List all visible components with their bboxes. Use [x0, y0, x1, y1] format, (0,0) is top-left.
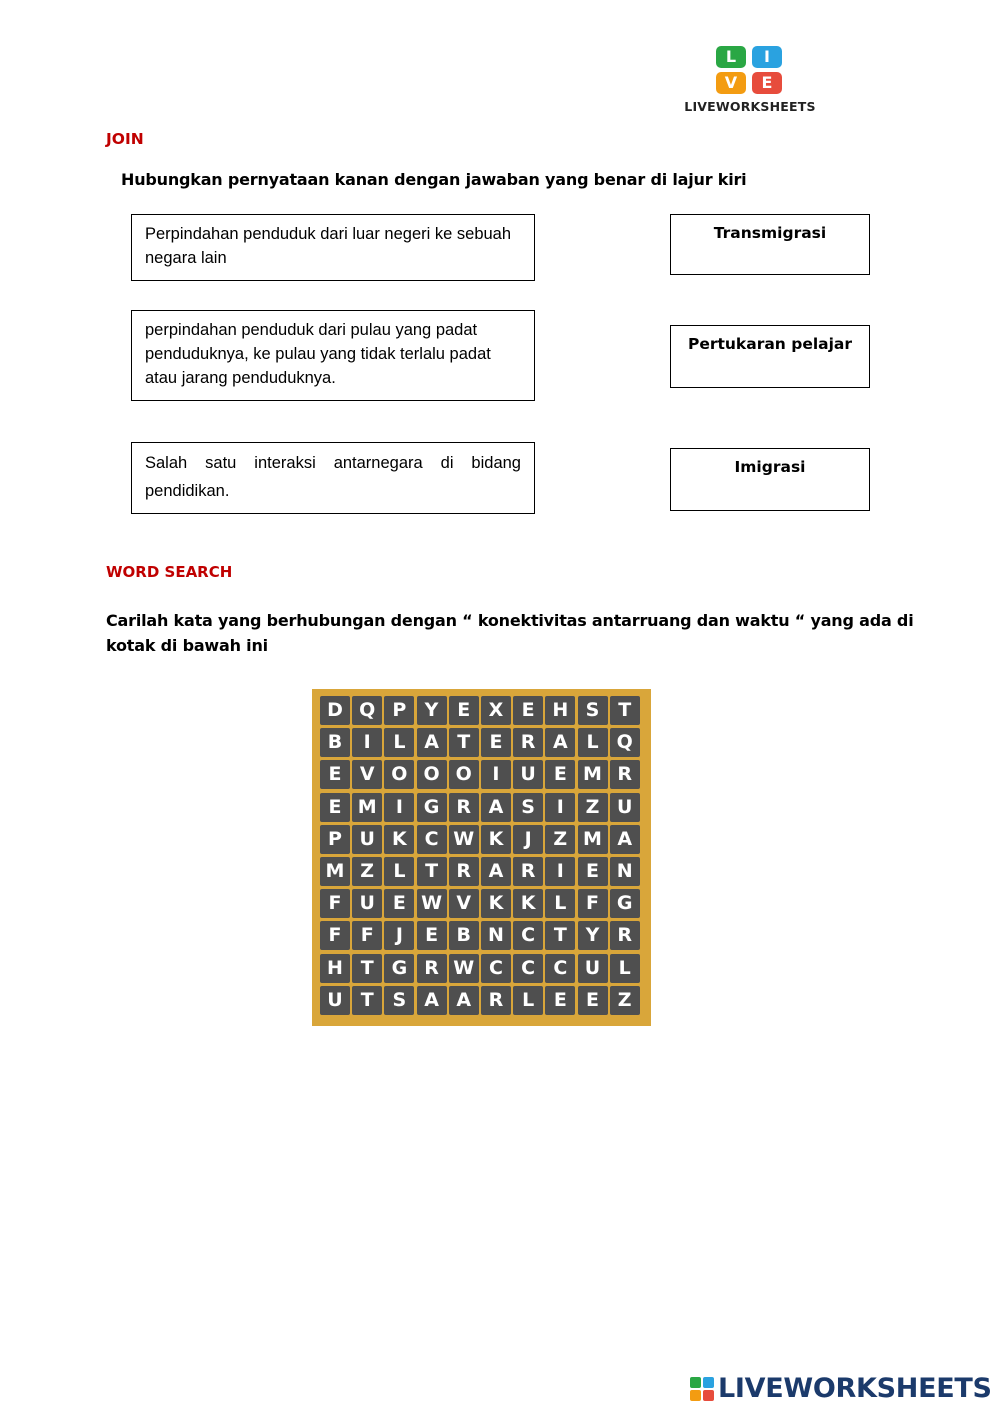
letter-cell[interactable]: C: [481, 954, 511, 983]
letter-cell[interactable]: L: [513, 986, 543, 1015]
footer-wordmark: LIVEWORKSHEETS: [718, 1373, 992, 1404]
letter-cell[interactable]: R: [481, 986, 511, 1015]
letter-cell[interactable]: E: [449, 696, 479, 725]
letter-cell[interactable]: A: [449, 986, 479, 1015]
letter-cell[interactable]: S: [513, 793, 543, 822]
statement-2[interactable]: perpindahan penduduk dari pulau yang padat penduduknya, ke pulau yang tidak terlalu padat atau jarang penduduknya.: [131, 310, 535, 401]
logo-tile-l: L: [716, 46, 746, 68]
letter-cell[interactable]: N: [481, 921, 511, 950]
letter-cell[interactable]: Z: [610, 986, 640, 1015]
letter-cell[interactable]: S: [384, 986, 414, 1015]
letter-cell[interactable]: R: [610, 760, 640, 789]
answer-pertukaran-pelajar[interactable]: Pertukaran pelajar: [670, 325, 870, 388]
letter-cell[interactable]: O: [384, 760, 414, 789]
word-search-grid: [312, 689, 651, 1026]
letter-cell[interactable]: U: [578, 954, 608, 983]
footer-logo-tiles: [690, 1377, 714, 1401]
letter-cell[interactable]: J: [513, 825, 543, 854]
logo-tile-e: E: [752, 72, 782, 94]
letter-cell[interactable]: I: [481, 760, 511, 789]
letter-cell[interactable]: U: [320, 986, 350, 1015]
letter-cell[interactable]: Z: [352, 857, 382, 886]
letter-cell[interactable]: W: [417, 889, 447, 918]
join-instruction: Hubungkan pernyataan kanan dengan jawaban yang benar di lajur kiri: [121, 170, 747, 189]
letter-cell[interactable]: A: [481, 793, 511, 822]
letter-cell[interactable]: B: [449, 921, 479, 950]
footer-tile-l: [690, 1377, 701, 1388]
logo-tile-i: I: [752, 46, 782, 68]
letter-cell[interactable]: C: [545, 954, 575, 983]
letter-cell[interactable]: V: [449, 889, 479, 918]
letter-cell[interactable]: N: [610, 857, 640, 886]
letter-cell[interactable]: U: [610, 793, 640, 822]
letter-cell[interactable]: W: [449, 954, 479, 983]
letter-cell[interactable]: A: [545, 728, 575, 757]
letter-cell[interactable]: F: [578, 889, 608, 918]
letter-cell[interactable]: J: [384, 921, 414, 950]
letter-cell[interactable]: E: [578, 986, 608, 1015]
letter-cell[interactable]: V: [352, 760, 382, 789]
letter-cell[interactable]: Y: [417, 696, 447, 725]
letter-cell[interactable]: L: [578, 728, 608, 757]
letter-cell[interactable]: A: [417, 728, 447, 757]
letter-cell[interactable]: G: [610, 889, 640, 918]
letter-cell[interactable]: K: [513, 889, 543, 918]
letter-cell[interactable]: A: [481, 857, 511, 886]
letter-cell[interactable]: H: [545, 696, 575, 725]
liveworksheets-logo: [668, 46, 832, 116]
letter-cell[interactable]: T: [449, 728, 479, 757]
letter-cell[interactable]: R: [449, 793, 479, 822]
footer-logo: [690, 1374, 990, 1404]
letter-cell[interactable]: C: [513, 954, 543, 983]
letter-cell[interactable]: T: [352, 954, 382, 983]
letter-cell[interactable]: E: [545, 986, 575, 1015]
letter-cell[interactable]: L: [384, 728, 414, 757]
letter-cell[interactable]: G: [384, 954, 414, 983]
letter-cell[interactable]: M: [578, 825, 608, 854]
letter-cell[interactable]: E: [417, 921, 447, 950]
letter-cell[interactable]: F: [352, 921, 382, 950]
word-search-instruction: Carilah kata yang berhubungan dengan “ konektivitas antarruang dan waktu “ yang ada di kotak di bawah ini: [106, 611, 914, 655]
footer-tile-i: [703, 1377, 714, 1388]
word-search-title: WORD SEARCH: [106, 563, 233, 581]
letter-cell[interactable]: X: [481, 696, 511, 725]
footer-tile-e: [703, 1390, 714, 1401]
letter-cell[interactable]: Q: [610, 728, 640, 757]
letter-cell[interactable]: O: [449, 760, 479, 789]
logo-tile-v: V: [716, 72, 746, 94]
statement-3[interactable]: Salah satu interaksi antarnegara di bidang pendidikan.: [131, 442, 535, 514]
letter-cell[interactable]: F: [320, 889, 350, 918]
letter-cell[interactable]: I: [545, 857, 575, 886]
answer-transmigrasi[interactable]: Transmigrasi: [670, 214, 870, 275]
letter-cell[interactable]: R: [610, 921, 640, 950]
letter-cell[interactable]: L: [610, 954, 640, 983]
statement-1[interactable]: Perpindahan penduduk dari luar negeri ke sebuah negara lain: [131, 214, 535, 281]
letter-cell[interactable]: R: [513, 728, 543, 757]
answer-imigrasi[interactable]: Imigrasi: [670, 448, 870, 511]
letter-cell[interactable]: P: [320, 825, 350, 854]
letter-cell[interactable]: H: [320, 954, 350, 983]
letter-cell[interactable]: T: [352, 986, 382, 1015]
letter-grid: [320, 696, 643, 1015]
letter-cell[interactable]: S: [578, 696, 608, 725]
letter-cell[interactable]: I: [545, 793, 575, 822]
letter-cell[interactable]: K: [481, 889, 511, 918]
letter-cell[interactable]: P: [384, 696, 414, 725]
footer-tile-v: [690, 1390, 701, 1401]
letter-cell[interactable]: R: [417, 954, 447, 983]
letter-cell[interactable]: K: [384, 825, 414, 854]
letter-cell[interactable]: C: [417, 825, 447, 854]
letter-cell[interactable]: U: [513, 760, 543, 789]
letter-cell[interactable]: G: [417, 793, 447, 822]
letter-cell[interactable]: E: [384, 889, 414, 918]
letter-cell[interactable]: C: [513, 921, 543, 950]
letter-cell[interactable]: M: [320, 857, 350, 886]
letter-cell[interactable]: R: [513, 857, 543, 886]
letter-cell[interactable]: D: [320, 696, 350, 725]
letter-cell[interactable]: Z: [545, 825, 575, 854]
letter-cell[interactable]: O: [417, 760, 447, 789]
letter-cell[interactable]: I: [352, 728, 382, 757]
letter-cell[interactable]: Q: [352, 696, 382, 725]
letter-cell[interactable]: T: [417, 857, 447, 886]
letter-cell[interactable]: L: [384, 857, 414, 886]
letter-cell[interactable]: B: [320, 728, 350, 757]
letter-cell[interactable]: M: [352, 793, 382, 822]
letter-cell[interactable]: T: [610, 696, 640, 725]
letter-cell[interactable]: F: [320, 921, 350, 950]
letter-cell[interactable]: R: [449, 857, 479, 886]
letter-cell[interactable]: A: [417, 986, 447, 1015]
logo-wordmark: LIVEWORKSHEETS: [684, 99, 816, 114]
letter-cell[interactable]: U: [352, 825, 382, 854]
letter-cell[interactable]: A: [610, 825, 640, 854]
letter-cell[interactable]: E: [578, 857, 608, 886]
logo-tiles: [716, 46, 784, 94]
letter-cell[interactable]: I: [384, 793, 414, 822]
letter-cell[interactable]: E: [545, 760, 575, 789]
letter-cell[interactable]: W: [449, 825, 479, 854]
letter-cell[interactable]: T: [545, 921, 575, 950]
letter-cell[interactable]: E: [513, 696, 543, 725]
letter-cell[interactable]: E: [481, 728, 511, 757]
letter-cell[interactable]: Y: [578, 921, 608, 950]
letter-cell[interactable]: L: [545, 889, 575, 918]
letter-cell[interactable]: E: [320, 760, 350, 789]
join-title: JOIN: [106, 130, 144, 148]
letter-cell[interactable]: Z: [578, 793, 608, 822]
letter-cell[interactable]: U: [352, 889, 382, 918]
letter-cell[interactable]: E: [320, 793, 350, 822]
letter-cell[interactable]: M: [578, 760, 608, 789]
letter-cell[interactable]: K: [481, 825, 511, 854]
